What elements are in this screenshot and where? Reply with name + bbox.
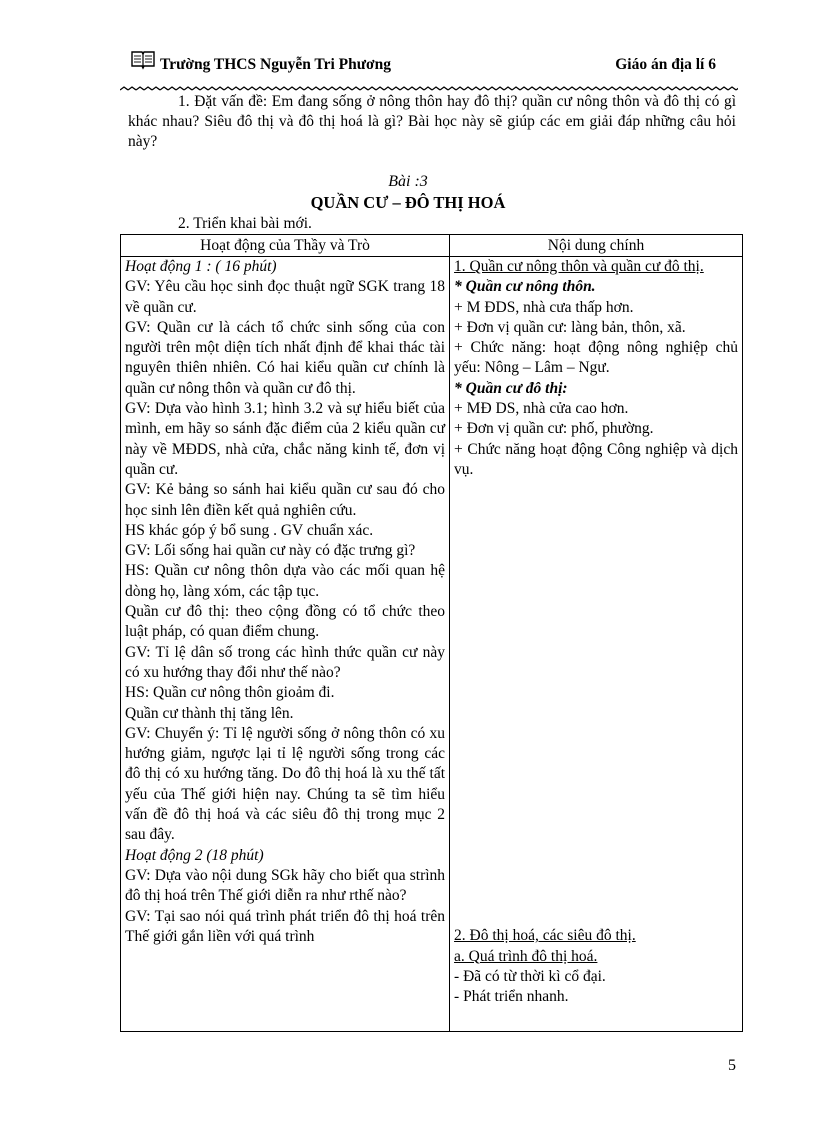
table-header-row [121, 235, 743, 257]
activity-text: HS: Quần cư nông thôn gioảm đi. [125, 684, 335, 702]
activity-1-heading: Hoạt động 1 : ( 16 phút) [125, 258, 277, 275]
header-activities: Hoạt động của Thầy và Trò [121, 235, 450, 257]
page-header [130, 48, 730, 76]
table-body-row [121, 257, 743, 1032]
content-item: + MĐ DS, nhà cửa cao hơn. [454, 400, 629, 418]
urban-heading: * Quần cư đô thị: [454, 379, 568, 397]
activity-text: GV: Kẻ bảng so sánh hai kiểu quần cư sau đó cho học sinh lên điền kết quả nghiên cứu. [125, 481, 446, 519]
lesson-title: QUẦN CƯ – ĐÔ THỊ HOÁ [310, 193, 506, 212]
activity-text: GV: Dựa vào nội dung SGk hãy cho biết qua strình đô thị hoá trên Thế giới diễn ra như rthế nào? [125, 866, 446, 905]
section-1-heading: 1. Quần cư nông thôn và quần cư đô thị. [454, 258, 704, 275]
content-item: + Đơn vị quần cư: phố, phường. [454, 420, 654, 438]
section-2-heading: 2. Đô thị hoá, các siêu đô thị. [454, 927, 636, 945]
header-content: Nội dung chính [450, 235, 743, 257]
activity-text: GV: Tỉ lệ dân số trong các hình thức quần cư này có xu hướng thay đổi như thế nào? [125, 643, 446, 681]
intro-text: 1. Đặt vấn đề: Em đang sống ở nông thôn hay đô thị? quần cư nông thôn và đô thị có gì khác nhau? Siêu đô thị và đô thị hoá là gì? Bài học này sẽ giúp các em giải đáp những câu hỏi này? [128, 93, 736, 150]
activity-text: Quần cư thành thị tăng lên. [125, 704, 294, 722]
deploy-heading: 2. Triển khai bài mới. [178, 215, 312, 232]
activity-text: GV: Lối sống hai quần cư này có đặc trưng gì? [125, 542, 416, 560]
activities-cell [121, 257, 450, 1032]
book-icon [130, 48, 156, 70]
content-item: - Phát triển nhanh. [454, 988, 569, 1006]
activity-2-heading: Hoạt động 2 (18 phút) [125, 846, 264, 864]
lesson-number: Bài :3 [388, 173, 428, 190]
content-item: + Chức năng hoạt động Công nghiệp và dịch vụ. [454, 440, 738, 478]
lesson-table [120, 234, 743, 1032]
content-item: + Chức năng: hoạt động nông nghiệp chủ yếu: Nông – Lâm – Ngư. [454, 339, 738, 377]
activity-text: GV: Dựa vào hình 3.1; hình 3.2 và sự hiểu biết của mình, em hãy so sánh đặc điểm của 2 kiểu quần cư này về MĐDS, nhà cửa, chắc năng kinh tế, đơn vị quần cư. [125, 400, 446, 478]
intro-paragraph [128, 92, 736, 152]
page-number: 5 [728, 1057, 736, 1074]
subject-title: Giáo án địa lí 6 [615, 56, 716, 73]
activity-text: HS khác góp ý bổ sung . GV chuẩn xác. [125, 521, 374, 539]
activity-text: GV: Quần cư là cách tổ chức sinh sống của con người trên một diện tích nhất định để khai thác tài nguyên thiên nhiên. Có hai kiểu quần cư chính là quần cư nông thôn và quần cư đô thị. [125, 318, 446, 397]
content-item: + Đơn vị quần cư: làng bản, thôn, xã. [454, 318, 686, 336]
school-name: Trường THCS Nguyễn Tri Phương [160, 56, 392, 73]
content-spacer [454, 480, 738, 926]
subsection-a-heading: a. Quá trình đô thị hoá. [454, 947, 598, 965]
activity-text: Quần cư đô thị: theo cộng đồng có tổ chức theo luật pháp, có quan điểm chung. [125, 603, 446, 641]
activity-text: GV: Yêu cầu học sinh đọc thuật ngữ SGK trang 18 về quần cư. [125, 278, 446, 316]
content-item: + M ĐDS, nhà cưa thấp hơn. [454, 298, 634, 316]
activity-text: GV: Tại sao nói quá trình phát triển đô thị hoá trên Thế giới gắn liền với quá trình [125, 907, 446, 945]
activity-text: GV: Chuyển ý: Tỉ lệ người sống ở nông thôn có xu hướng giảm, ngược lại tỉ lệ người sống trong các đô thị có xu hướng tăng. Do đô thị hoá là xu thế tất yếu của Thế giới hiện nay. Chúng ta sẽ tìm hiểu vấn đề đô thị hoá và các siêu đô thị trong mục 2 sau đây. [125, 724, 446, 844]
activity-text: HS: Quần cư nông thôn dựa vào các mối quan hệ dòng họ, làng xóm, các tập tục. [125, 562, 446, 600]
content-item: - Đã có từ thời kì cổ đại. [454, 967, 606, 985]
rural-heading: * Quần cư nông thôn. [454, 278, 596, 296]
content-cell [450, 257, 743, 1032]
